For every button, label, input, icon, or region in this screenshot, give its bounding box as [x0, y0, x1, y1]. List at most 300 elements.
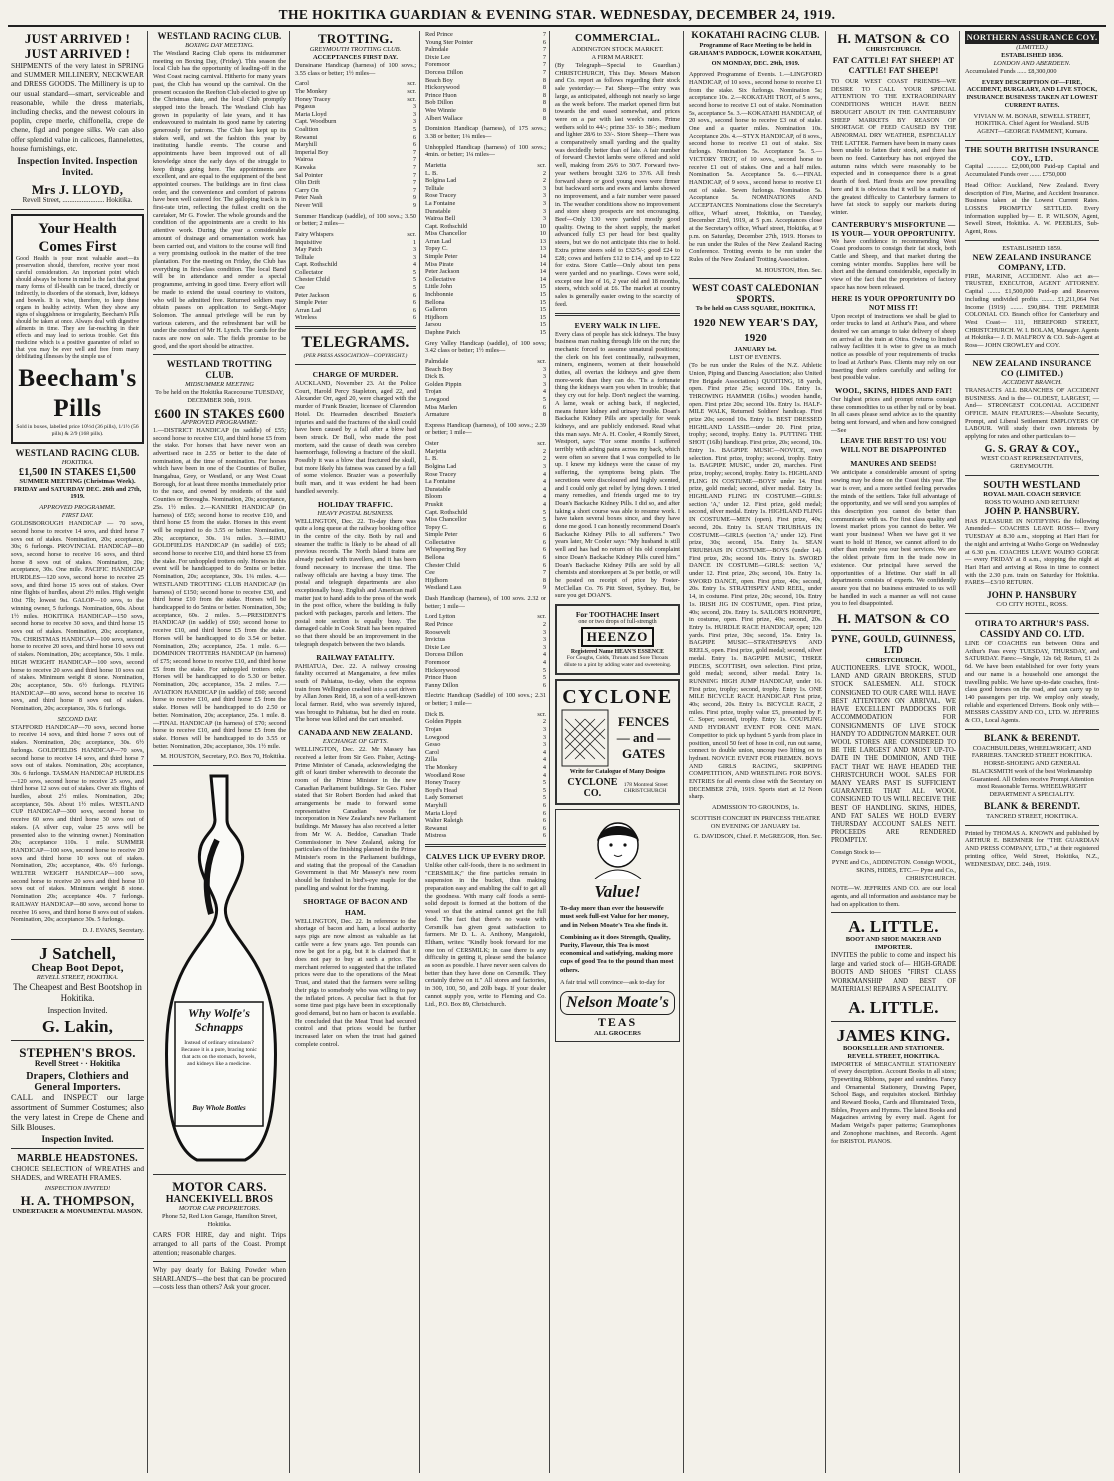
column-7 [828, 31, 960, 1473]
list-item [425, 69, 546, 77]
list-item-name: L. B. [425, 169, 438, 177]
list-item [295, 118, 416, 126]
list-item [425, 192, 546, 200]
list-item-name: May Patch [295, 246, 323, 254]
list-item-value: 3 [412, 253, 416, 261]
list-item-name: Arran Lad [425, 237, 452, 245]
list-item-value: 10 [539, 222, 546, 230]
list-item-name: Dixie Lee [425, 53, 450, 61]
list-item-name: Mistress [425, 832, 447, 840]
wrc-first-day: FIRST DAY. [61, 512, 94, 520]
trotting-list-2 [295, 231, 416, 322]
trotting-list-5 [425, 358, 546, 419]
marble-trade: UNDERTAKER & MONUMENTAL MASON. [12, 1207, 143, 1215]
list-item [425, 764, 546, 772]
holiday-sub: HEAVY POSTAL BUSINESS. [317, 509, 394, 517]
bacon-heading: SHORTAGE OF BACON AND HAM. [303, 896, 408, 917]
matson-opportunity: HERE IS YOUR OPPORTUNITY DO NOT MISS IT! [831, 294, 956, 312]
list-item-value: 8 [542, 76, 546, 84]
kokatahi-intro: Programme of Race Meeting to be held in GRAHAM'S PADDOCK, LOWER KOKATAHI, [689, 42, 822, 57]
list-item-name: Marietta [425, 161, 447, 169]
trotting-list-6 [425, 440, 546, 592]
list-item [425, 562, 546, 570]
list-item-name: Rose Tracey [425, 470, 457, 478]
northern-heading: NORTHERN ASSURANCE COY. [966, 32, 1098, 42]
list-item-name: Hijdhorn [425, 313, 448, 321]
list-item-name: Hijdhorn [425, 576, 448, 584]
list-item-name: Beach Boy [425, 76, 453, 84]
caledonian-intro: To be held on CASS SQUARE, HOKITIKA, [695, 305, 816, 313]
list-item-value: 15 [539, 306, 546, 314]
trotting-race-2: Summer Handicap (saddle), of 100 sovs.; 3.50 or better; 2 miles— [295, 212, 416, 228]
list-item-value: 4 [542, 470, 546, 478]
calves-heading: CALVES LICK UP EVERY DROP. [425, 851, 546, 861]
list-item [295, 134, 416, 142]
list-item [425, 726, 546, 734]
sbi-capital: Capital ............. £2,000,000 Paid-up Capital and Accumulated Funds over ....... £750,000 [965, 163, 1099, 179]
nzico-sub: ACCIDENT BRANCH. [1002, 378, 1062, 386]
list-item-value: scr. [407, 88, 416, 95]
list-item [425, 448, 546, 456]
list-item-value: 6 [542, 531, 546, 539]
wrc-programme: APPROVED PROGRAMME. [39, 504, 116, 512]
stephens-type: Drapers, Clothiers and General Importers. [26, 1071, 129, 1094]
list-item-name: Peter Nash [295, 194, 323, 202]
newspaper-page [8, 31, 1106, 1473]
list-item-value: 14 [539, 275, 546, 283]
walk-heading: EVERY WALK IN LIFE. [574, 320, 661, 330]
nzi-established: ESTABLISHED 1859. [1002, 244, 1062, 252]
list-item [425, 170, 546, 178]
list-item-name: Palmdale [425, 358, 449, 365]
list-item-name: Peter Jackson [295, 291, 330, 299]
list-item-value: 3 [542, 733, 546, 741]
coach-sub: ROYAL MAIL COACH SERVICE [983, 490, 1081, 498]
list-item [425, 455, 546, 463]
beecham-heading: Your Health Comes First [38, 220, 117, 255]
wrc-first-day-body: GOLDSBOROUGH HANDICAP — 70 sovs, second horse to receive 14 sovs, and third horse 7 sovs out of stakes. Nomination, 20s; acceptance, 30s; 6 furlongs. PROVINCIAL HANDICAP—80 sovs, second horse to receive 16 sovs, and third horse 8 sovs out of stakes. Nomination, 20s; acceptance, 30s. One mile. PACIFIC HANDICAP HURDLES—120 sovs, second horse to receive 25 sovs, and third horse 15 sovs out of stakes. Over nine flights of hurdles, about 2½ miles. High weight 10st 7lb; lowest 9st. GALOP—10 sovs, to the winning owner, 5 furlongs. Nomination, 60s. About 1½ miles. HOKITIKA HANDICAP—150 sovs, second horse to receive 30 sovs, and third horse 15 sovs out of stakes. Nomination, 20s; acceptance, 70s. CHRISTMAS HANDICAP—100 sovs, second horse to receive 20 sovs, and third horse 10 sovs out of stakes. Nomination, 20s; acceptance, 50s. 1 mile. HIGH WEIGHT HANDICAP—100 sovs, second horse to receive 20 sovs and third horse 10 sovs out of stakes. Minimum weight 8 stone. Nomination, 20s; acceptance, 50s. 6½ furlongs. FLYING HANDICAP—80 sovs, second horse to receive 16 sovs, and third horse 8 sovs out of stakes. Nomination, 20s; acceptance, 30s. 6 furlongs. [11, 520, 144, 713]
list-item-name: La Fontaine [425, 478, 456, 486]
kokatahi-date: ON MONDAY, DEC. 29th, 1919. [711, 60, 800, 68]
canada-sub: EXCHANGE OF GIFTS. [322, 738, 389, 746]
list-item [295, 261, 416, 269]
list-item-value: 2 [542, 177, 546, 185]
cyclone-write: Write for Catalogue of Many Designs [569, 769, 666, 776]
marble-name: H. A. THOMPSON, [20, 1192, 135, 1208]
coach-heading: SOUTH WESTLAND [983, 479, 1081, 491]
list-item-name: Dixie Lee [425, 643, 450, 651]
list-item [425, 107, 546, 115]
matson-wool: WOOL, SKINS, HIDES AND FAT! [834, 385, 953, 395]
list-item-value: 7 [542, 53, 546, 61]
list-item-name: Daphne Patch [425, 329, 461, 336]
murder-body: AUCKLAND, November 23. At the Police Court, Harold Percy Stapleton, aged 22, and Alexander Orr, aged 20, were charged with the murder of Frank Brazier, licensee of Clarendon Hotel. Dr. Hearnsden described Brazier's injuries and said the fractures of the skull could have been caused by a fall after a blow had been struck. Dr Bull, who made the post mortem, said the cause of death was cerebro haemorrhage, following a fracture of the skull. Possibly it was a blow that fractured the skull, but more likely his fatness was caused by a fall of some violence. Brazier was a powerfully built man, and it was evident he had been handled severely. [295, 380, 416, 495]
list-item-value: scr. [537, 710, 546, 718]
list-item [425, 253, 546, 261]
column-1 [8, 31, 148, 1473]
cyclone-brand: CYCLONE [562, 686, 673, 709]
northern-established: ESTABLISHED 1836. [1001, 52, 1063, 59]
wtc-sub: MIDSUMMER MEETING [185, 381, 254, 389]
list-item [295, 299, 416, 307]
lloyd-heading: JUST ARRIVED ! JUST ARRIVED ! [24, 31, 131, 61]
caledonian-admission: ADMISSION TO GROUNDS, 1s. [711, 804, 800, 812]
wrc-dates: FRIDAY and SATURDAY DEC. 26th and 27th, 1919. [13, 485, 142, 501]
list-item-value: 7 [542, 569, 546, 577]
nzico-heading: NEW ZEALAND INSURANCE CO (LIMITED.) [972, 358, 1092, 378]
stephens-name: STEPHEN'S BROS. [19, 1045, 136, 1061]
list-item-value: 3 [412, 246, 416, 254]
satchell-title: Cheap Boot Depot, [31, 961, 124, 974]
list-item [425, 358, 546, 366]
list-item [425, 31, 546, 39]
list-item [425, 84, 546, 92]
list-item-value: 7 [542, 61, 546, 69]
list-item-name: Collectator [295, 268, 323, 276]
cyclone-items: FENCES — and — GATES [616, 714, 671, 762]
list-item-name: Chester Child [295, 276, 330, 284]
list-item [295, 88, 416, 96]
wrc-place: HOKITIKA. [61, 458, 94, 466]
list-item-value: 4 [542, 485, 546, 493]
list-item [425, 584, 546, 592]
otira-heading: OTIRA TO ARTHUR'S PASS. [974, 619, 1090, 629]
list-item-name: Oster [425, 440, 439, 448]
list-item-value: 3 [542, 725, 546, 733]
list-item-name: Telltale [425, 184, 444, 192]
list-item [425, 539, 546, 547]
list-item-value: 15 [539, 313, 546, 321]
list-item-value: 15 [539, 321, 546, 329]
list-item-name: Fanny Dillon [425, 681, 459, 689]
trotting-list-3 [425, 31, 546, 122]
list-item [425, 787, 546, 795]
list-item-value: 3 [412, 110, 416, 118]
list-item [425, 674, 546, 682]
list-item-name: Little John [425, 283, 453, 291]
list-item [295, 269, 416, 277]
list-item-value: 4 [542, 763, 546, 771]
list-item-value: 14 [539, 260, 546, 268]
list-item-name: Invictus [425, 636, 446, 644]
list-item [425, 61, 546, 69]
list-item-value: 6 [542, 832, 546, 840]
list-item-name: Kawaka [295, 163, 316, 171]
list-item-value: 3 [542, 741, 546, 749]
stephens-invite: Inspection Invited. [41, 1134, 114, 1145]
list-item-name: L. B. [425, 455, 438, 463]
heenzo-heading: For TOOTHACHE Insert [575, 610, 660, 620]
list-item-value: 6 [542, 801, 546, 809]
list-item [425, 569, 546, 577]
list-item-value: 7 [412, 156, 416, 164]
heenzo-foot: For Coughs, Colds, Throats and Sore Throats dilute to a pint by adding water and sweetening. [563, 655, 672, 669]
list-item [295, 80, 416, 88]
list-item-value: 1 [412, 238, 416, 246]
list-item-name: Lord Lytton [425, 613, 456, 621]
motor-name: HANCEKIVELL BROS [165, 1194, 274, 1206]
list-item-value: 14 [539, 253, 546, 261]
list-item-value: 5 [412, 276, 416, 284]
list-item-value: 6 [542, 554, 546, 562]
list-item [425, 440, 546, 448]
list-item-name: Miss Pirate [425, 260, 454, 268]
list-item [425, 366, 546, 374]
list-item [425, 299, 546, 307]
list-item [425, 734, 546, 742]
masthead: THE HOKITIKA GUARDIAN & EVENING STAR. WEDNESDAY, DECEMBER 24, 1919. [8, 5, 1106, 27]
sbi-heading: THE SOUTH BRITISH INSURANCE COY., LTD. [965, 144, 1099, 164]
list-item-name: Peter Jackson [425, 268, 460, 276]
cyclone-address: 178 Montreal Street CHRISTCHURCH [623, 782, 668, 795]
list-item-name: Beach Boy [425, 365, 453, 373]
walk-body: Every class of people has sick kidneys. The busy business man rushing through life on the run; the mechanic forced to assume unnatural positions; the clerk on his feet continually, railwaymen, miners, engineers, women at their household duties, all overtax the kidneys and give them more-work than they can do. 'Tis a fortunate thing the kidneys warn you when in trouble; that they cry out for help. Don't neglect the warning. A lame, weak or aching back, if neglected, means future kidney and urinary trouble. Doan's Backache Kidney Pills are specially for weak kidneys, and are publicly endorsed. Read what this man says. Mr A. H. Cooler, 4 Romily Street, Westport, says: "For some months I suffered terribly with aching pains across my back, which were often so severe that I was compelled to lie up. I knew my kidneys were the cause of my suffering, the symptoms being plain. The secretions were discoloured and highly scented, and I could only get relief by lying down. I tried many remedies, and friends urged me to try Doan's Backache Kidney Pills. I did so, and after taking a short course was able to resume work. I have taken several boxes since, and they have done me good. I can honestly recommend Doan's Backache Kidney Pills to all sufferers." Two years later, Mr Cooler says: "My husband is still well and has had no return of his old complaint since Doan's Backache Kidney Pills cured him." Doan's Backache Kidney Pills are sold by all chemists and storekeepers at 3s per bottle, or will be posted on receipt of price by Foster-McClellan Co. 76 Pitt Street, Sydney. But, be sure you get DOAN'S. [555, 330, 680, 600]
list-item-name: Arran Lad [295, 306, 322, 314]
list-item-name: Golden Pippin [425, 380, 462, 388]
list-item-name: Wairoa Bell [425, 215, 456, 223]
list-item [425, 291, 546, 299]
list-item-name: Inchbonnie [425, 291, 454, 299]
railway-heading: RAILWAY FATALITY. [316, 652, 395, 662]
list-item [425, 39, 546, 47]
list-item-value: 7 [412, 163, 416, 171]
wrc-signature: D. J. EVANS, Secretary. [82, 927, 144, 934]
list-item-value: 9 [542, 584, 546, 592]
list-item-value: 15 [539, 298, 546, 306]
list-item-name: Maria Lloyd [425, 809, 457, 817]
list-item-name: Carol [295, 80, 309, 88]
list-item [425, 667, 546, 675]
stephens-body: CALL and INSPECT our large assortment of Summer Costumes; also the very latest in Crepe de Chene and Silk Blouses. [11, 1093, 144, 1133]
list-item-name: La Fontaine [425, 199, 456, 207]
list-item-name: Never Will [295, 201, 323, 209]
lloyd-invite: Inspection Invited. Inspection Invited. [17, 156, 138, 178]
list-item [425, 381, 546, 389]
caledonian-date: 1920 NEW YEAR'S DAY, 1920 [693, 317, 818, 345]
list-item-name: Fairy Whispers [295, 230, 334, 238]
list-item [425, 54, 546, 62]
trotting-acceptances: ACCEPTANCES FIRST DAY. [312, 54, 399, 61]
list-item [425, 629, 546, 637]
list-item [425, 92, 546, 100]
list-item [425, 46, 546, 54]
list-item-value: 5 [542, 786, 546, 794]
list-item [425, 245, 546, 253]
list-item [425, 493, 546, 501]
satchell-address: REVELL STREET, HOKITIKA. [36, 973, 119, 981]
list-item-name: Red Prince [425, 31, 453, 38]
list-item [425, 77, 546, 85]
beecham-ad [11, 214, 144, 444]
telegrams-heading: TELEGRAMS. [301, 334, 410, 352]
wrc-second-day: SECOND DAY. [57, 715, 98, 723]
list-item-name: Roosevelt [425, 628, 451, 636]
king-heading: JAMES KING. [836, 1025, 951, 1045]
list-item-value: 3 [542, 207, 546, 215]
list-item-name: Young Ster Pointer [425, 38, 473, 46]
list-item-name: Palmdale [425, 46, 449, 54]
satchell-invite: Inspection Invited. [47, 1005, 108, 1015]
list-item-name: Bellona [425, 298, 445, 306]
cyclone-ad [555, 679, 680, 805]
list-item-value: 13 [539, 245, 546, 253]
list-item-name: Lowgood [425, 395, 450, 403]
list-item-value: 2 [542, 621, 546, 629]
list-item-name: Simple Peter [295, 299, 328, 307]
list-item [425, 314, 546, 322]
list-item-value: 2 [542, 718, 546, 726]
list-item-name: Topsy C. [425, 523, 448, 531]
list-item-name: Zilla [425, 756, 437, 764]
list-item-value: 4 [542, 748, 546, 756]
list-item [295, 156, 416, 164]
list-item-name: Sal Pointer [295, 171, 323, 179]
list-item-name: Trojan [425, 725, 442, 733]
wrc2-sub: BOXING DAY MEETING. [185, 42, 254, 49]
list-item-value: 3 [412, 103, 416, 111]
king-body: IMPORTER of MERCANTILE STATIONERY of every description. Account Books in all sizes; Typewriting Ribbons, paper and sundries. Fancy and Ornamental Stationery, Drawing Paper, School Bags, and requisites stocked. Birthday and Reward Books, Cards and Illuminated Texts, Bibles, Prayers and Hymns. The latest Books and Magazines arriving by every mail. Agent for Madam Weigel's paper patterns; Gramophones and Zonophone machines, and Records. Agent for BRISTOL PIANOS. [831, 1060, 956, 1145]
kokatahi-body: Approved Programme of Events. 1.—LINGFORD HANDICAP, of 10 sovs., second horse to receive £1 from the stake. Six furlongs. Nomination 5s; acceptance 10s. 2.—KOKATAHI TROT, of 5 sovs., second horse to receive £1 out of stake. Nomination 5s, acceptance 5s. 3.—KOKATAHI HANDICAP, of 20 sovs., second horse to receive £3 out of stake. One and a quarter miles. Nomination 10s. Acceptance 20s. 4.—STYX HANDICAP, of 8 sovs., second horse to receive £1 out of stake. Six furlongs. Nomination 5s. Acceptance 5s. 5.—VICTORY TROT, of 10 sovs., second horse to receive £1 out of stakes. One and a half miles. Nomination 5s. Acceptance 5s. 6.—FINAL HANDICAP, of 9 sovs., second horse to receive £1 out of stake. Seven furlongs. Nomination 5s. Acceptance 5s. NOMINATIONS AND ACCEPTANCES Nominations close the Secretary's office, Wharf street, Hokitika, on Tuesday, December 23rd, 1919, at 5 p.m. Acceptances close at the Secretary's office, Wharf street, Hokitika, at 9 p.m. on Saturday, December 27th, 1919. Horses to be run under the Rules of the New Zealand Racing Conference. Trotting events to be run under the Rules of the New Zealand Trotting Association. [689, 71, 822, 263]
list-item [425, 524, 546, 532]
list-item [425, 306, 546, 314]
list-item-value: 4 [542, 478, 546, 486]
list-item-name: Cee [295, 284, 305, 292]
list-item-value: 6 [542, 538, 546, 546]
list-item-name: Hickorywood [425, 666, 460, 674]
imprint: Printed by THOMAS A. KNOWN and published by ARTHUR E. BREMNER for "THE GUARDIAN AND PRESS COMPANY, LTD.," at their registered printing office, Weld Street, Hokitika, N.Z., WEDNESDAY, DEC. 24th, 1919. [965, 829, 1099, 868]
list-item-value: 5 [542, 508, 546, 516]
list-item-value: 14 [539, 268, 546, 276]
list-item [295, 149, 416, 157]
matson-body-4: Our highest prices and prompt returns consign these commodities to us either by rail or by boat. In all cases please send advice as to the quantity being sent forward, and when and how consigned—See [831, 395, 956, 434]
wrc2-heading: WESTLAND RACING CLUB. [157, 31, 282, 41]
wolfe-body: Instead of ordinary stimulants? Because it is a pure, bracing tonic that acts on the stomach, bowels, and kidneys like a medicine. [181, 1040, 257, 1068]
list-item-name: Bellona [425, 554, 445, 562]
list-item-name: Simple Peter [425, 253, 458, 261]
list-item [425, 208, 546, 216]
list-item [425, 546, 546, 554]
list-item [295, 164, 416, 172]
trotting-sub: GREYMOUTH TROTTING CLUB. [309, 46, 402, 53]
column-4 [422, 31, 550, 1473]
trotting-race-4: Unhoppled Handicap (harness) of 100 sovs.; 4min. or better; 1¼ miles— [425, 143, 546, 159]
list-item-name: The Monkey [425, 763, 458, 771]
list-item-name: Topsy C. [425, 245, 448, 253]
list-item-value: 6 [542, 403, 546, 411]
list-item-value: 3 [542, 628, 546, 636]
list-item-name: Dorcess Dillon [425, 651, 463, 659]
list-item-value: scr. [407, 230, 416, 238]
northern-ltd: (LIMITED.) [1016, 44, 1048, 51]
sharland-ad: Why pay dearly for Baking Powder when SHARLAND'S—the best that can be procured—costs less than others? Ask your grocer. [153, 1266, 286, 1292]
list-item-name: Olin Drift [295, 179, 321, 187]
list-item-value: 5 [542, 516, 546, 524]
list-item-name: Walter Raleigh [425, 817, 463, 825]
list-item-value: scr. [537, 358, 546, 365]
list-item-value: 8 [542, 411, 546, 419]
list-item-name: Miss Chancellor [425, 230, 467, 238]
list-item-value: 5 [542, 779, 546, 787]
list-item-value: 4 [412, 261, 416, 269]
caledonian-concert: SCOTTISH CONCERT IN PRINCESS THEATRE ON EVENING OF JANUARY 1st. [690, 814, 821, 830]
list-item [425, 651, 546, 659]
wtc-body: 1.—DISTRICT HANDICAP (in saddle) of £55; second horse to receive £10, and third horse £5 from the stake. For horses that have never won an advertised race in 2.55 or better to the date of nomination, at the time of nomination. For horses which have been in one of the Counties of Buller, Inangahua, Grey, or Westland, or any West Coast Borough, for at least three months immediately prior to the race, and owned by residents of the said Counties or Boroughs. Nomination, 20s; acceptance, 25s. 1½ miles. 2.—KANIERI HANDICAP (in harness) of £65; second horse to receive £10, and third horse £5 from the stake. Horses in this event will be required to do 3.55 or better. Nomination, 20s; acceptance, 30s. 1¼ miles. 3.—RIMU GOLDFIELDS HANDICAP (in saddle) of £65; second horse to receive £10, and third horse £5 from the stake. For unhoppled trotters only. Horses in this event will be handicapped to do 5mins or better. Nomination, 20s; acceptance, 30s. 1¼ miles. 4.—WESTLAND TROTTING CLUB HANDICAP (in harness) of £150; second horse to receive £30, and third horse £10 from the stake. Horses will be handicapped to do 5mins or better. Nomination, 30s; acceptance, 60s. 2 miles. 5.—PRESIDENT'S HANDICAP (in saddle) of £60; second horse to receive £10, and third horse £5 from the stake. Horses will be handicapped to do 3.54 or better. Nomination, 20s; acceptance, 25s. 1 mile. 6.—DOMINION TROTTERS HANDICAP (in harness) of £75; second horse to receive £10, and third horse £5 from the stake. For unhoppled trotters only. Horses will be handicapped to do 5.30 or better. Nomination, 20s; acceptance, 35s. 2 miles. 7.—AVIATION HANDICAP (in saddle) of £60; second horse to receive £10, and third horse £5 from the stake. Horses will be handicapped to do 2.50 or better. Nomination, 20s; acceptance, 25s. 1 mile. 8.—FINAL HANDICAP (in harness) of £70; second horse to receive £10, and third horse £5 from the stake. Horses will be handicapped to do 3.55 or better. Nomination, 20s; acceptance, 30s. 1½ mile. [153, 426, 286, 750]
cyclone-footer [561, 777, 674, 799]
trotting-race-6: Express Handicap (harness), of 100 sovs.; 2.39 or better; 1 mile— [425, 421, 546, 437]
list-item [295, 141, 416, 149]
list-item [425, 373, 546, 381]
list-item-value: 7 [542, 31, 546, 38]
caledonian-body: (To be run under the Rules of the N.Z. Athletic Union, Piping and Dancing Association; also United Fire Brigade Association.) QUOITING, 18 yards, open. First prize 25s; second 10s. Entry 1s. THROWING HAMMER (16lbs.) wooden handle, open. First prize 20s; second 10s. Entry 1s. HALF-MILE WALK, Returned Soldiers' handicap. First prize 20s; second 10s. Entry 1s. BEST DRESSED HIGHLAND LASSIE—under 20. First prize, trophy; second, trophy. Entry 1s. PUTTING THE SHOT (16lb) handicap. First prize, 20s; second, 10s. Entry 1s. BAGPIPE MUSIC—NOVICE, own selection. First prize, trophy; second, trophy. Entry 1s. BAGPIPE MUSIC, under 20, marches. First prize, trophy; second, trophy. Entry 1s. HIGHLAND FLING IN COSTUME—BOYS' under 14. First prize, gold medal; second, silver medal. Entry 1s. HIGHLAND FLING IN COSTUME—GIRLS: section 'A,' under 12. First prize, gold medal; second, silver medal. Entry 1s. HIGHLAND FLING IN COSTUME—MEN (open). First prize, 40s; second, 20s. Entry 1s. SEAN TRIUBHAIS IN COSTUME—GIRLS (section 'A,' under 12). First prize, 30s; second, 15s. Entry 1s. SEAN TRIUBHAIS IN COSTUME—BOYS (under 14). First prize, 20s; second 10s. Entry 1s. SWORD DANCE IN COSTUME—GIRLS: section 'A,' under 12. First prize, 20s; second, 10s. Entry 1s. SWORD DANCE, open. First prize, 40s; second, 20s. Entry 1s. STRATHSPEY AND REEL, under 14, in costume. First prize, 20s; second, 10s. Entry 1s. IRISH JIG IN COSTUME, open. First prize, 40s; second, 20s. Entry 1s. SAILOR'S HORNPIPE, in costume, open. First prize, 40s; second, 20s. Entry 1s. HURDLE RACE HANDICAP, open; 120 yards. First prize, 30s; second, 15s. Entry 1s. BAGPIPE MUSIC—STRATHSPEYS AND REELS, open. First prize, gold medal; second, silver medal. Entry 1s. BAGPIPE MUSIC, THREE PIECES, SCOTTISH, own selection. First prize, gold medal; second, silver medal. Entry 1s. RUNNING HIGH JUMP HANDICAP, under 16. First prize, trophy; second, trophy. Entry 1s. ONE MILE BICYCLE RACE HANDICAP. First prize, 40s; second, 20s. Entry 1s. BICYCLE RACE, 2 miles. First prize, trophy value £5, presented by F. C. Soper; second, trophy. Entry 1s. COUPLING AND HYDRANT EVENT FOR ONE MAN. Competitor to pick up hydrant 5 yards from place in position, uncoil 50 feet of hose in coil, run out same, connect to double union, uncoup two lifting on to hydrant. NOVICE EVENT FOR FIREMEN. BOYS AND GIRLS RACING, SKIPPING COMPETITION, AND WRESTLING FOR BOYS. ENTRIES for all events close with the Secretary on DECEMBER 27th, 1919. Sports start at 12 Noon sharp. [689, 362, 822, 801]
column-6 [686, 31, 826, 1473]
list-item-name: Bloom [425, 493, 443, 501]
list-item-name: Dick B. [425, 373, 445, 381]
list-item-name: Collectative [425, 538, 456, 546]
list-item [295, 314, 416, 322]
list-item-value: 6 [542, 817, 546, 825]
heenzo-ad [555, 604, 680, 675]
list-item-name: Foremoor [425, 659, 450, 666]
list-item-name: Lowgood [425, 733, 450, 741]
list-item [425, 283, 546, 291]
list-item-name: Miss Chancellor [425, 516, 467, 524]
satchell-name: J Satchell, [39, 943, 116, 963]
wtc-heading: WESTLAND TROTTING CLUB. [166, 359, 273, 381]
list-item [425, 486, 546, 494]
list-item [425, 238, 546, 246]
list-item [295, 179, 416, 187]
list-item-name: Honey Tracey [425, 779, 461, 787]
list-item [425, 478, 546, 486]
wolfe-brand: Why Wolfe's Schnapps [188, 1006, 250, 1035]
little-footer: A. LITTLE. [848, 997, 939, 1017]
blank-body: COACHBUILDERS, WHEELWRIGHT, AND FARRIERS. TANCRED STREET HOKITIKA. HORSE-SHOEING AND GENERAL BLACKSMITH work of the best Workmanship Guaranteed. All Orders receive Prompt Attention most Reasonable Terms. WHEELWRIGHT DEPARTMENT A SPECIALITY. [970, 744, 1094, 798]
list-item [295, 231, 416, 239]
list-item [295, 172, 416, 180]
list-item-name: Carry On [295, 186, 319, 194]
list-item-name: Capt. Rothschild [295, 261, 338, 269]
list-item [295, 307, 416, 315]
list-item [425, 832, 546, 840]
list-item [425, 682, 546, 690]
list-item [425, 810, 546, 818]
list-item-value: 6 [542, 809, 546, 817]
list-item-value: 13 [539, 237, 546, 245]
list-item-name: Whispering Boy [425, 546, 467, 554]
list-item [425, 531, 546, 539]
value-body: To-day more than ever the housewife must seek full-est Value for her money, and in Nelson Moate's Tea she finds it. [560, 905, 669, 929]
list-item-value: 3 [542, 215, 546, 223]
list-item-value: 6 [412, 299, 416, 307]
list-item [425, 749, 546, 757]
list-item [425, 230, 546, 238]
list-item-value: 8 [542, 576, 546, 584]
coach-signature: JOHN P. HANSBURY [987, 590, 1077, 601]
list-item [425, 613, 546, 621]
otira-body: LINE OF COACHES run between Otira and Arthur's Pass every TUESDAY, THURSDAY, and SATURDAY. Fares:—Single, 12s 6d; Return, £1 2s 6d. We have been established for over forty years and our name is a household one amongst the travelling public. We have up-to-date coaches, first-class good horses on the road, and can carry up to 140 passengers per trip. We employ only steady, reliable and experienced Drivers. Book only with— MESSRS CASSIDY AND CO., LTD. W. JEFFRIES & CO., Local Agents. [965, 640, 1099, 725]
list-item-value: 3 [542, 380, 546, 388]
list-item-name: Wairoa [295, 156, 314, 164]
list-item-value: 6 [412, 306, 416, 314]
list-item-name: Armature [425, 411, 450, 419]
list-item [295, 187, 416, 195]
wolfe-ad [153, 770, 286, 1170]
list-item-value: 3 [412, 118, 416, 126]
list-item-value: 5 [542, 674, 546, 682]
list-item-name: Maria Lloyd [295, 110, 327, 118]
list-item [295, 202, 416, 210]
list-item [425, 463, 546, 471]
